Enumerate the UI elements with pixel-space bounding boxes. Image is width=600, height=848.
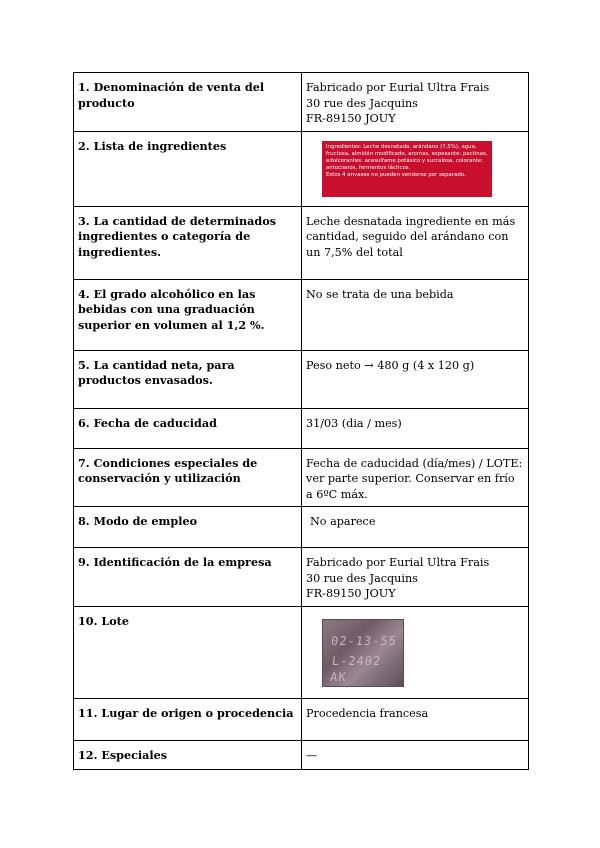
row-label: 5. La cantidad neta, para productos envasados.: [74, 350, 302, 408]
row-label: 2. Lista de ingredientes: [74, 131, 302, 206]
table-row: [74, 131, 529, 206]
row-value: Fabricado por Eurial Ultra Frais 30 rue des Jacquins FR-89150 JOUY: [302, 548, 529, 607]
row-value: Fecha de caducidad (día/mes) / LOTE: ver parte superior. Conservar en frío a 6ºC máx.: [302, 448, 529, 507]
row-label: 1. Denominación de venta del producto: [74, 73, 302, 132]
row-label: 7. Condiciones especiales de conservación y utilización: [74, 448, 302, 507]
table-row: [74, 206, 529, 279]
table-row: [74, 350, 529, 408]
table-row: [74, 507, 529, 548]
table-row: [74, 698, 529, 740]
row-label: 12. Especiales: [74, 740, 302, 769]
ingredients-label-image: Ingredientes: Leche desnatada, arándano (7,5%), agua, fructosa, almidón modificado, aromas, espesante: pectinas, edulcorantes: acesulfame potásico y sucralosa, colorante: antocianos, fermentos lácticos. Estos 4 envases no pueden venderse por separado.: [322, 141, 492, 197]
labeling-table: [73, 72, 529, 770]
row-value: Peso neto → 480 g (4 x 120 g): [302, 350, 529, 408]
lot-line-1: 02-13-55: [330, 633, 398, 648]
row-value: Leche desnatada ingrediente en más cantidad, seguido del arándano con un 7,5% del total: [302, 206, 529, 279]
row-label: 8. Modo de empleo: [74, 507, 302, 548]
row-value: No se trata de una bebida: [302, 279, 529, 350]
table-row: [74, 740, 529, 769]
table-row: [74, 448, 529, 507]
table-row: [74, 73, 529, 132]
ingredients-cell: [302, 131, 529, 206]
row-label: 4. El grado alcohólico en las bebidas con una graduación superior en volumen al 1,2 %.: [74, 279, 302, 350]
row-label: 9. Identificación de la empresa: [74, 548, 302, 607]
row-label: 3. La cantidad de determinados ingredientes o categoría de ingredientes.: [74, 206, 302, 279]
row-label: 11. Lugar de origen o procedencia: [74, 698, 302, 740]
table-row: [74, 606, 529, 698]
table-row: [74, 548, 529, 607]
table-row: [74, 408, 529, 448]
row-value: Fabricado por Eurial Ultra Frais 30 rue des Jacquins FR-89150 JOUY: [302, 73, 529, 132]
row-value: 31/03 (dia / mes): [302, 408, 529, 448]
lot-line-2: L-2402 AK: [329, 653, 382, 683]
row-label: 6. Fecha de caducidad: [74, 408, 302, 448]
row-value: —: [302, 740, 529, 769]
lot-cell: [302, 606, 529, 698]
row-value: No aparece: [302, 507, 529, 548]
row-value: Procedencia francesa: [302, 698, 529, 740]
row-label: 10. Lote: [74, 606, 302, 698]
lot-code-image: [322, 619, 404, 687]
table-row: [74, 279, 529, 350]
